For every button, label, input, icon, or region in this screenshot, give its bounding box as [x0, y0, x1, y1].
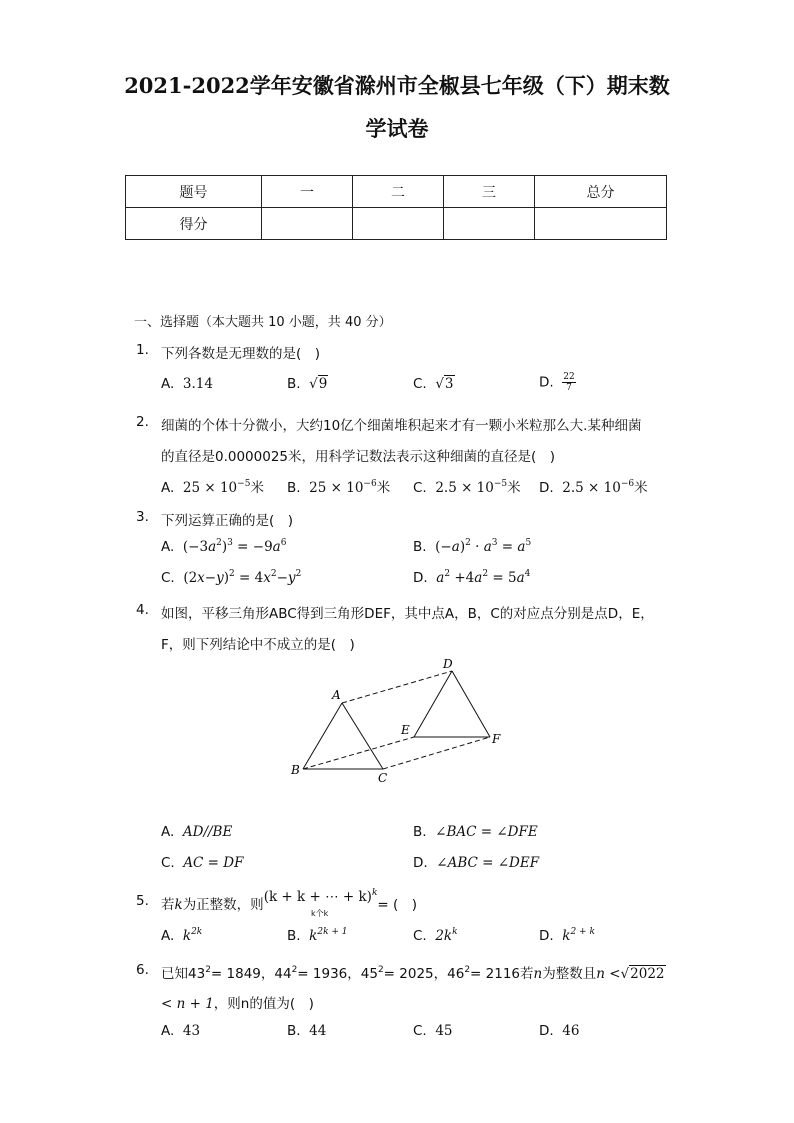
numerator: 22 [563, 372, 575, 382]
unit: 米 [634, 480, 648, 496]
option-letter: C. [413, 1023, 427, 1039]
stem-text: = 2025，46 [383, 966, 465, 982]
q5-option-c[interactable] [413, 928, 458, 944]
question-4-line2: F，则下列结论中不成立的是( ) [161, 637, 355, 653]
option-letter: B. [287, 1023, 301, 1039]
option-letter: A. [161, 480, 175, 496]
exponent: 2 [291, 965, 298, 975]
option-value: 25 × 10 [309, 480, 364, 496]
stem-text: 为正整数，则 [182, 897, 264, 913]
option-letter: C. [413, 376, 427, 392]
stem-text: 已知43 [161, 966, 206, 982]
option-letter: C. [161, 855, 175, 871]
question-number: 6. [136, 962, 149, 978]
label-A: A [332, 688, 341, 702]
dashed-AD [342, 671, 452, 703]
q6-option-d[interactable] [539, 1023, 579, 1039]
option-letter: A. [161, 928, 175, 944]
score-header-cell: 二 [353, 176, 444, 208]
option-letter: D. [539, 928, 554, 944]
q4-option-a[interactable] [161, 824, 232, 840]
question-number: 5. [136, 893, 149, 909]
math-expression: $(2x-y)^2 = 4x^2-y^2$ [183, 569, 302, 586]
q5-option-d[interactable] [539, 928, 595, 944]
q4-option-c[interactable] [161, 855, 243, 871]
exponent: 2k + 1 [317, 927, 348, 937]
option-letter: B. [413, 539, 427, 555]
question-5-stem [161, 888, 418, 913]
q4-option-b[interactable] [413, 824, 538, 840]
q5-option-b[interactable] [287, 928, 348, 944]
sqrt-expression: √2022 [620, 966, 665, 982]
option-letter: B. [287, 480, 301, 496]
score-header-cell: 三 [444, 176, 535, 208]
exponent: 2 [205, 965, 211, 975]
question-1-stem: 下列各数是无理数的是( ) [161, 346, 321, 362]
unit: 米 [250, 480, 264, 496]
option-value: k [562, 928, 571, 944]
question-number: 4. [136, 602, 149, 618]
label-B: B [291, 763, 300, 777]
option-value: ∠ABC = ∠DEF [436, 855, 540, 871]
exponent: k [452, 927, 458, 937]
option-value: 45 [435, 1023, 453, 1039]
option-letter: A. [161, 376, 175, 392]
option-value: k [182, 928, 192, 944]
sum-expression [264, 889, 378, 905]
math-expression: $(-3a^2)^3 = -9a^6$ [182, 538, 287, 555]
question-3-stem: 下列运算正确的是( ) [161, 513, 294, 529]
radicand: 9 [318, 376, 328, 392]
option-letter: D. [539, 1023, 554, 1039]
exponent: 2k [191, 927, 203, 937]
segment-AC [342, 703, 383, 769]
q6-option-b[interactable] [287, 1023, 326, 1039]
option-letter: C. [413, 928, 427, 944]
stem-text: ，则n的值为( ) [213, 996, 314, 1012]
radicand: 2022 [630, 966, 665, 982]
exponent: 2 [464, 965, 471, 975]
stem-text: = ( ) [377, 897, 418, 913]
question-number: 1. [136, 342, 149, 358]
q6-option-c[interactable] [413, 1023, 453, 1039]
inequality: n < [596, 966, 621, 982]
paper-title-line2: 学试卷 [365, 116, 429, 141]
option-value: AC = DF [183, 855, 244, 871]
exponent: 2 + k [570, 927, 595, 937]
unit: 米 [507, 480, 521, 496]
option-value: 43 [182, 1023, 201, 1039]
option-letter: D. [413, 855, 428, 871]
sqrt-expression: √3 [435, 376, 454, 392]
label-C: C [378, 771, 388, 785]
exponent: −6 [363, 479, 377, 489]
option-value: ∠BAC = ∠DFE [435, 824, 538, 840]
stem-text: = 1849，44 [210, 966, 292, 982]
option-value: 25 × 10 [182, 480, 238, 496]
option-letter: D. [539, 480, 554, 496]
exponent: −6 [620, 479, 635, 489]
option-letter: D. [539, 374, 554, 391]
question-4-line1: 如图，平移三角形ABC得到三角形DEF，其中点A，B，C的对应点分别是点D，E， [161, 606, 654, 622]
option-letter: B. [287, 928, 301, 944]
option-value: 3.14 [182, 376, 213, 392]
exponent: k [371, 888, 378, 898]
exponent: −5 [493, 479, 508, 489]
option-letter: A. [161, 824, 175, 840]
math-expression: $(-a)^2 \cdot a^3 = a^5$ [435, 538, 532, 555]
question-6-line1 [161, 962, 666, 982]
question-6-line2 [161, 992, 314, 1012]
math-expression: $a^2 +4a^2 = 5a^4$ [436, 569, 531, 586]
option-letter: C. [413, 480, 427, 496]
score-header-cell: 一 [262, 176, 353, 208]
stem-text: 为整数且 [542, 966, 597, 982]
q5-option-a[interactable] [161, 928, 202, 944]
stem-text: = 2116若 [470, 966, 534, 982]
option-letter: C. [161, 570, 175, 586]
section-heading: 一、选择题（本大题共 10 小题，共 40 分） [134, 315, 392, 330]
stem-text: = 1936，45 [297, 966, 378, 982]
option-letter: A. [161, 1023, 175, 1039]
inequality: < n + 1 [161, 996, 214, 1012]
radicand: 3 [444, 376, 454, 392]
option-value: 46 [562, 1023, 580, 1039]
question-number: 3. [136, 509, 149, 525]
question-2-line2: 的直径是0.0000025米，用科学记数法表示这种细菌的直径是( ) [161, 449, 556, 465]
option-letter: B. [413, 824, 427, 840]
underbrace-label: k个k [311, 909, 329, 918]
score-header-cell: 题号 [126, 176, 262, 208]
stem-text: 若 [161, 897, 175, 913]
question-number: 2. [136, 414, 149, 430]
option-letter: D. [413, 570, 428, 586]
score-header-cell: 总分 [535, 176, 667, 208]
score-row-label: 得分 [126, 208, 262, 240]
option-value: 2k [435, 928, 453, 944]
sqrt-expression: √9 [309, 376, 328, 392]
variable-k: k [174, 897, 183, 913]
denominator: 7 [566, 383, 572, 393]
q4-option-d[interactable] [413, 855, 539, 871]
segment-DF [452, 671, 490, 737]
paper-title-line1: 2021-2022学年安徽省滁州市全椒县七年级（下）期末数 [124, 73, 670, 98]
question-2-line1: 细菌的个体十分微小，大约10亿个细菌堆积起来才有一颗小米粒那么大.某种细菌 [161, 418, 642, 434]
label-E: E [401, 723, 410, 737]
unit: 米 [376, 480, 391, 496]
option-value: k [309, 928, 318, 944]
variable-n: n [533, 966, 543, 982]
sum-parenthetical: (k + k + ⋯ + k) [263, 889, 372, 905]
option-value: 44 [309, 1023, 327, 1039]
option-letter: A. [161, 539, 175, 555]
exponent: −5 [237, 479, 251, 489]
exponent: 2 [377, 965, 384, 975]
option-letter: B. [287, 376, 301, 392]
option-value: 2.5 × 10 [562, 480, 621, 496]
label-D: D [443, 657, 453, 671]
option-value: AD//BE [182, 824, 233, 840]
q6-option-a[interactable] [161, 1023, 200, 1039]
option-value: 2.5 × 10 [435, 480, 494, 496]
label-F: F [492, 732, 501, 746]
